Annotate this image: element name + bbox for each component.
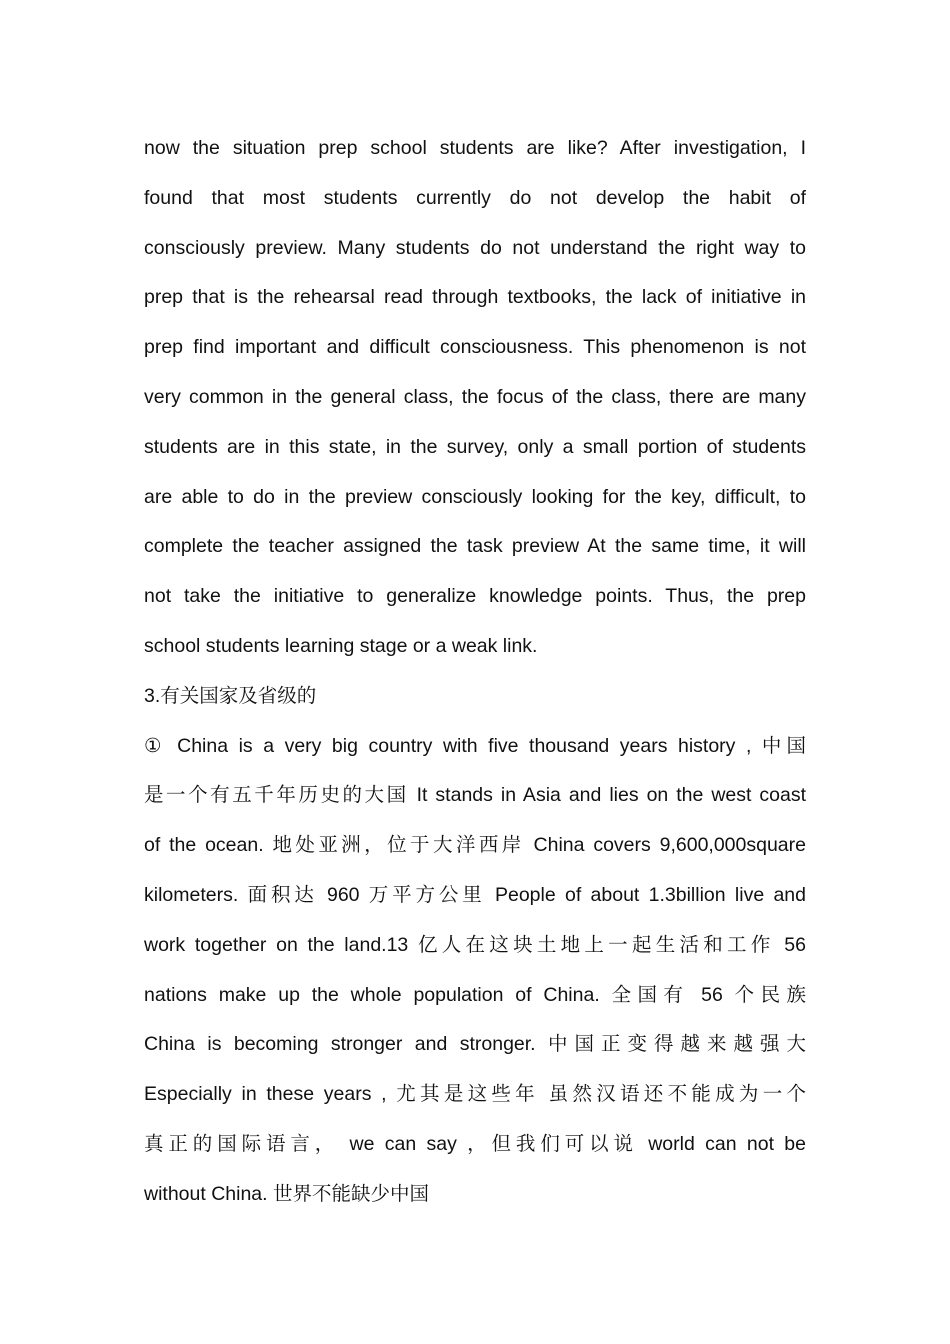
text-line: ① China is a very big country with five thousand years history , 中国: [144, 734, 806, 757]
text-line: not take the initiative to generalize knowledge points. Thus, the prep: [144, 585, 806, 608]
text-line: students are in this state, in the survey, only a small portion of students: [144, 435, 806, 458]
text-line: now the situation prep school students are like? After investigation, I: [144, 137, 806, 159]
text-line: found that most students currently do not develop the habit of: [144, 186, 806, 209]
document-page: [144, 124, 806, 1220]
text-line: consciously preview. Many students do not understand the right way to: [144, 236, 806, 259]
section-heading: [144, 672, 806, 722]
text-line: complete the teacher assigned the task preview At the same time, it will: [144, 535, 806, 558]
text-line: are able to do in the preview consciously looking for the key, difficult, to: [144, 485, 806, 508]
paragraph-preview-habits: [144, 124, 806, 672]
text-line: very common in the general class, the focus of the class, there are many: [144, 385, 806, 408]
text-line: Especially in these years , 尤其是这些年 虽然汉语还不能成为一个: [144, 1083, 806, 1106]
text-line: of the ocean. 地处亚洲，位于大洋西岸 China covers 9,600,000square: [144, 834, 806, 857]
text-line: 真正的国际语言， we can say ，但我们可以说 world can not be: [144, 1132, 806, 1155]
heading-text: 3.有关国家及省级的: [144, 684, 317, 707]
text-line: prep find important and difficult consciousness. This phenomenon is not: [144, 336, 806, 359]
text-line: nations make up the whole population of China. 全国有 56 个民族: [144, 983, 806, 1006]
text-line: kilometers. 面积达 960 万平方公里 People of about 1.3billion live and: [144, 883, 806, 906]
text-line: work together on the land.13 亿人在这块土地上一起生活和工作 56: [144, 933, 806, 956]
text-line: school students learning stage or a weak link.: [144, 634, 538, 657]
text-line: without China. 世界不能缺少中国: [144, 1182, 429, 1205]
text-line: 是一个有五千年历史的大国 It stands in Asia and lies on the west coast: [144, 784, 806, 807]
text-line: China is becoming stronger and stronger. 中国正变得越来越强大: [144, 1033, 806, 1056]
text-line: prep that is the rehearsal read through textbooks, the lack of initiative in: [144, 286, 806, 309]
paragraph-china-description: [144, 722, 806, 1220]
